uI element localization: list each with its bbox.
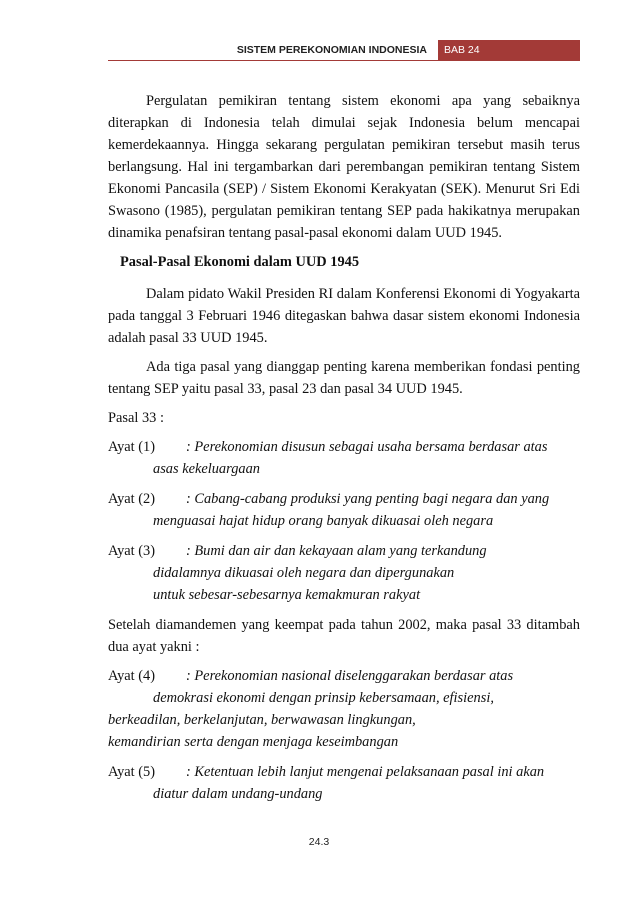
chapter-badge: BAB 24 — [438, 40, 580, 60]
ayat-text: diatur dalam undang-undang — [153, 786, 323, 802]
intro-paragraph: Pergulatan pemikiran tentang sistem ekonomi apa yang sebaiknya diterapkan di Indonesia telah dimulai sejak Indonesia belum mencapai kemerdekaannya. Hingga sekarang pergulatan pemikiran tersebut masih terus berlangsung. Hal ini tergambarkan dari perembangan pemikiran tentang Sistem Ekonomi Pancasila (SEP) / Sistem Ekonomi Kerakyatan (SEK). Menurut Sri Edi Swasono (1985), pergulatan pemikiran tentang SEP pada hakikatnya merupakan dinamika penafsiran tentang pasal-pasal ekonomi dalam UUD 1945. — [108, 93, 580, 241]
ayat-text: didalamnya dikuasai oleh negara dan dipergunakan — [153, 565, 455, 581]
ayat-label: Ayat (3) — [108, 543, 156, 559]
ayat-3 — [108, 540, 580, 606]
ayat-label: Ayat (1) — [108, 439, 156, 455]
ayat-text: : Perekonomian disusun sebagai usaha bersama berdasar atas — [186, 439, 548, 455]
ayat-1 — [108, 436, 580, 480]
ayat-label: Ayat (4) — [108, 668, 156, 684]
paragraph-amandemen: Setelah diamandemen yang keempat pada tahun 2002, maka pasal 33 ditambah dua ayat yakni : — [108, 617, 580, 655]
ayat-text: : Perekonomian nasional diselenggarakan berdasar atas — [186, 668, 514, 684]
section-heading: Pasal-Pasal Ekonomi dalam UUD 1945 — [120, 254, 360, 270]
ayat-4 — [108, 665, 580, 753]
header-title: SISTEM PEREKONOMIAN INDONESIA — [236, 44, 427, 56]
ayat-label: Ayat (5) — [108, 764, 156, 780]
page-number: 24.3 — [308, 836, 330, 848]
pasal-label: Pasal 33 : — [108, 410, 164, 426]
ayat-text: asas kekeluargaan — [153, 461, 260, 477]
header-rule — [108, 60, 580, 61]
ayat-text: : Cabang-cabang produksi yang penting bagi negara dan yang — [186, 491, 550, 507]
ayat-5 — [108, 761, 580, 805]
ayat-text: menguasai hajat hidup orang banyak dikuasai oleh negara — [153, 513, 494, 529]
ayat-label: Ayat (2) — [108, 491, 156, 507]
paragraph-tiga-pasal: Ada tiga pasal yang dianggap penting karena memberikan fondasi penting tentang SEP yaitu pasal 33, pasal 23 dan pasal 34 UUD 1945. — [108, 359, 580, 397]
ayat-text: : Bumi dan air dan kekayaan alam yang terkandung — [186, 543, 487, 559]
ayat-2 — [108, 488, 580, 532]
ayat-text: kemandirian serta dengan menjaga keseimbangan — [108, 734, 399, 750]
ayat-text: untuk sebesar-sebesarnya kemakmuran rakyat — [153, 587, 421, 603]
ayat-text: berkeadilan, berkelanjutan, berwawasan lingkungan, — [108, 712, 416, 728]
page-body — [108, 90, 580, 813]
ayat-text: : Ketentuan lebih lanjut mengenai pelaksanaan pasal ini akan — [186, 764, 545, 780]
ayat-text: demokrasi ekonomi dengan prinsip kebersamaan, efisiensi, — [153, 690, 494, 706]
paragraph-pidato: Dalam pidato Wakil Presiden RI dalam Konferensi Ekonomi di Yogyakarta pada tanggal 3 Februari 1946 ditegaskan bahwa dasar sistem ekonomi Indonesia adalah pasal 33 UUD 1945. — [108, 286, 580, 346]
page-header — [108, 40, 580, 60]
